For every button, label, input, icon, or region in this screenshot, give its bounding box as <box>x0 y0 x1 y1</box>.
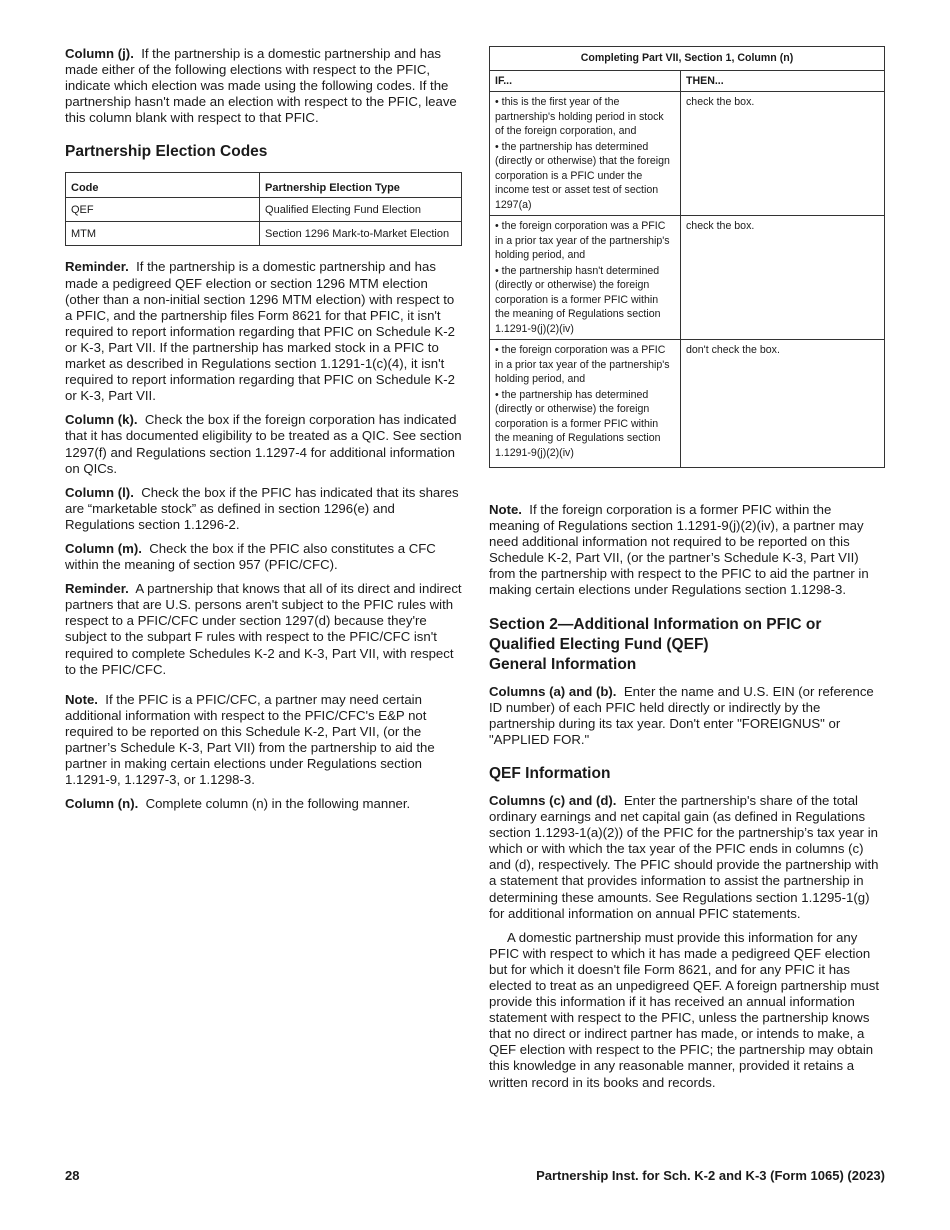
table-row <box>490 216 885 340</box>
table-header-row <box>490 70 885 92</box>
note-paragraph: Note. If the PFIC is a PFIC/CFC, a partner may need certain additional information with respect to the PFIC/CFC's E&P not required to be reported on this Schedule K-2, Part VII, (or the partner’s Schedule K-3, Part VII) from the partnership to aid the partner in making certain elections under Regulations section 1.1291-9, 1.1297-3, or 1.1298-3. <box>65 691 435 788</box>
table-caption: Completing Part VII, Section 1, Column (n) <box>490 47 885 71</box>
table-header-cell: Partnership Election Type <box>260 173 462 198</box>
column-m-paragraph: Column (m). Check the box if the PFIC also constitutes a CFC within the meaning of section 957 (PFIC/CFC). <box>65 540 436 573</box>
section-2-heading: Section 2—Additional Information on PFIC or Qualified Electing Fund (QEF) <box>489 615 822 653</box>
table-row <box>66 222 462 246</box>
columns-a-b-paragraph: Columns (a) and (b). Enter the name and U.S. EIN (or reference ID number) of each PFIC held directly or indirectly by the partnership during its tax year. Don't enter "FOREIGNUS" or "APPLIED FOR." <box>489 683 874 747</box>
table-cell <box>490 340 681 468</box>
qef-information-heading: QEF Information <box>489 764 611 782</box>
condition-text: • the partnership has determined (directly or otherwise) that the foreign corporation is a PFIC under the income test or asset test of section 1297(a) <box>495 140 670 211</box>
note-paragraph: Note. If the foreign corporation is a former PFIC within the meaning of Regulations section 1.1291-9(j)(2)(iv), a partner may need additional information not required to be reported on this Schedule K-2, Part VII, (or the partner’s Schedule K-3, Part VII) from the partnership with respect to the PFIC to aid the partner in making certain elections under Regulations section 1.1298-3. <box>489 502 869 598</box>
columns-c-d-paragraph: Columns (c) and (d). Enter the partnership's share of the total ordinary earnings and net capital gain (as defined in Regulations section 1.1293-1(a)(2)) of the PFIC for the partnership’s tax year in which or with which the tax year of the PFIC ends in columns (c) and (d), respectively. The PFIC should provide the partnership with a statement that provides information to assist the partnership in determining these amounts. See Regulations section 1.1295-1(g) for additional information on annual PFIC statements. <box>489 792 879 921</box>
table-cell <box>490 216 681 340</box>
column-k-paragraph: Column (k). Check the box if the foreign corporation has indicated that it has documented eligibility to be treated as a QIC. See section 1297(f) and Regulations section 1.1297-4 for additional information on QICs. <box>65 412 462 476</box>
reminder-paragraph: Reminder. If the partnership is a domestic partnership and has made a pedigreed QEF election or section 1296 MTM election (other than a non-initial section 1296 MTM election) with respect to a PFIC, and the partnership files Form 8621 for that PFIC, it isn't required to report information regarding that PFIC on Schedule K-2 or K-3, Part VII. If the partnership has marked stock in a PFIC to market as described in Regulations section 1.1291-1(c)(4), it isn't required to report information regarding that PFIC on Schedule K-2 or K-3, Part VII. <box>65 259 455 404</box>
condition-text: • the foreign corporation was a PFIC in a prior tax year of the partnership's holding period, and <box>495 220 670 261</box>
condition-text: • the partnership has determined (directly or otherwise) the foreign corporation is a former PFIC within the meaning of Regulations section 1.1291-9(j)(2)(iv) <box>495 388 661 459</box>
table-header-cell: THEN... <box>681 70 885 92</box>
column-n-paragraph: Column (n). Complete column (n) in the following manner. <box>65 796 411 812</box>
column-l-paragraph: Column (l). Check the box if the PFIC has indicated that its shares are “marketable stock” as defined in section 1296(e) and Regulations section 1.1296-2. <box>65 484 459 532</box>
domestic-partnership-paragraph: A domestic partnership must provide this information for any PFIC with respect to which it has made a pedigreed QEF election but for which it doesn't file Form 8621, and for any PFIC it has elected to treat as an unpedigreed QEF. A foreign partnership must provide this information if it has received an annual information statement with respect to the PFIC, unless the partnership knows that no direct or indirect partner has made, or intends to make, a QEF election with respect to the PFIC; the partnership may obtain this knowledge in any reasonable manner, provided it retains a written record in its books and records. <box>489 929 880 1090</box>
table-cell: check the box. <box>681 92 885 216</box>
condition-text: • the foreign corporation was a PFIC in a prior tax year of the partnership's holding period, and <box>495 344 670 385</box>
table-header-cell: Code <box>66 173 260 198</box>
condition-text: • this is the first year of the partnership's holding period in stock of the foreign corporation, and <box>495 96 664 137</box>
table-header-row <box>66 173 462 198</box>
column-j-paragraph: Column (j). If the partnership is a domestic partnership and has made either of the following elections with respect to the PFIC, indicate which election was made using the following codes. If the partnership hasn't made an election with respect to the PFIC, leave this column blank with respect to that PFIC. <box>65 46 457 126</box>
election-codes-table <box>65 172 462 246</box>
column-n-table <box>489 46 885 468</box>
left-column <box>65 46 462 820</box>
right-column <box>489 46 885 1099</box>
table-cell: MTM <box>66 222 260 246</box>
table-row <box>490 340 885 468</box>
table-cell <box>490 92 681 216</box>
footer-title: Partnership Inst. for Sch. K-2 and K-3 (Form 1065) (2023) <box>536 1168 885 1183</box>
general-information-heading: General Information <box>489 655 637 673</box>
table-row <box>490 92 885 216</box>
table-cell: Section 1296 Mark-to-Market Election <box>260 222 462 246</box>
table-cell: QEF <box>66 198 260 222</box>
page-number: 28 <box>65 1168 80 1183</box>
table-caption-row <box>490 47 885 71</box>
election-codes-heading: Partnership Election Codes <box>65 143 268 161</box>
table-row <box>66 198 462 222</box>
table-cell: check the box. <box>681 216 885 340</box>
table-cell: don't check the box. <box>681 340 885 468</box>
condition-text: • the partnership hasn't determined (directly or otherwise) the foreign corporation is a former PFIC within the meaning of Regulations section 1.1291-9(j)(2)(iv) <box>495 264 661 335</box>
reminder-paragraph: Reminder. A partnership that knows that all of its direct and indirect partners that are U.S. persons aren't subject to the PFIC rules with respect to a PFIC/CFC under section 1297(d) because they're subject to the subpart F rules with respect to the PFIC/CFC isn't required to complete Schedules K-2 and K-3, Part VII, with respect to the PFIC/CFC. <box>65 581 462 677</box>
table-header-cell: IF... <box>490 70 681 92</box>
table-cell: Qualified Electing Fund Election <box>260 198 462 222</box>
